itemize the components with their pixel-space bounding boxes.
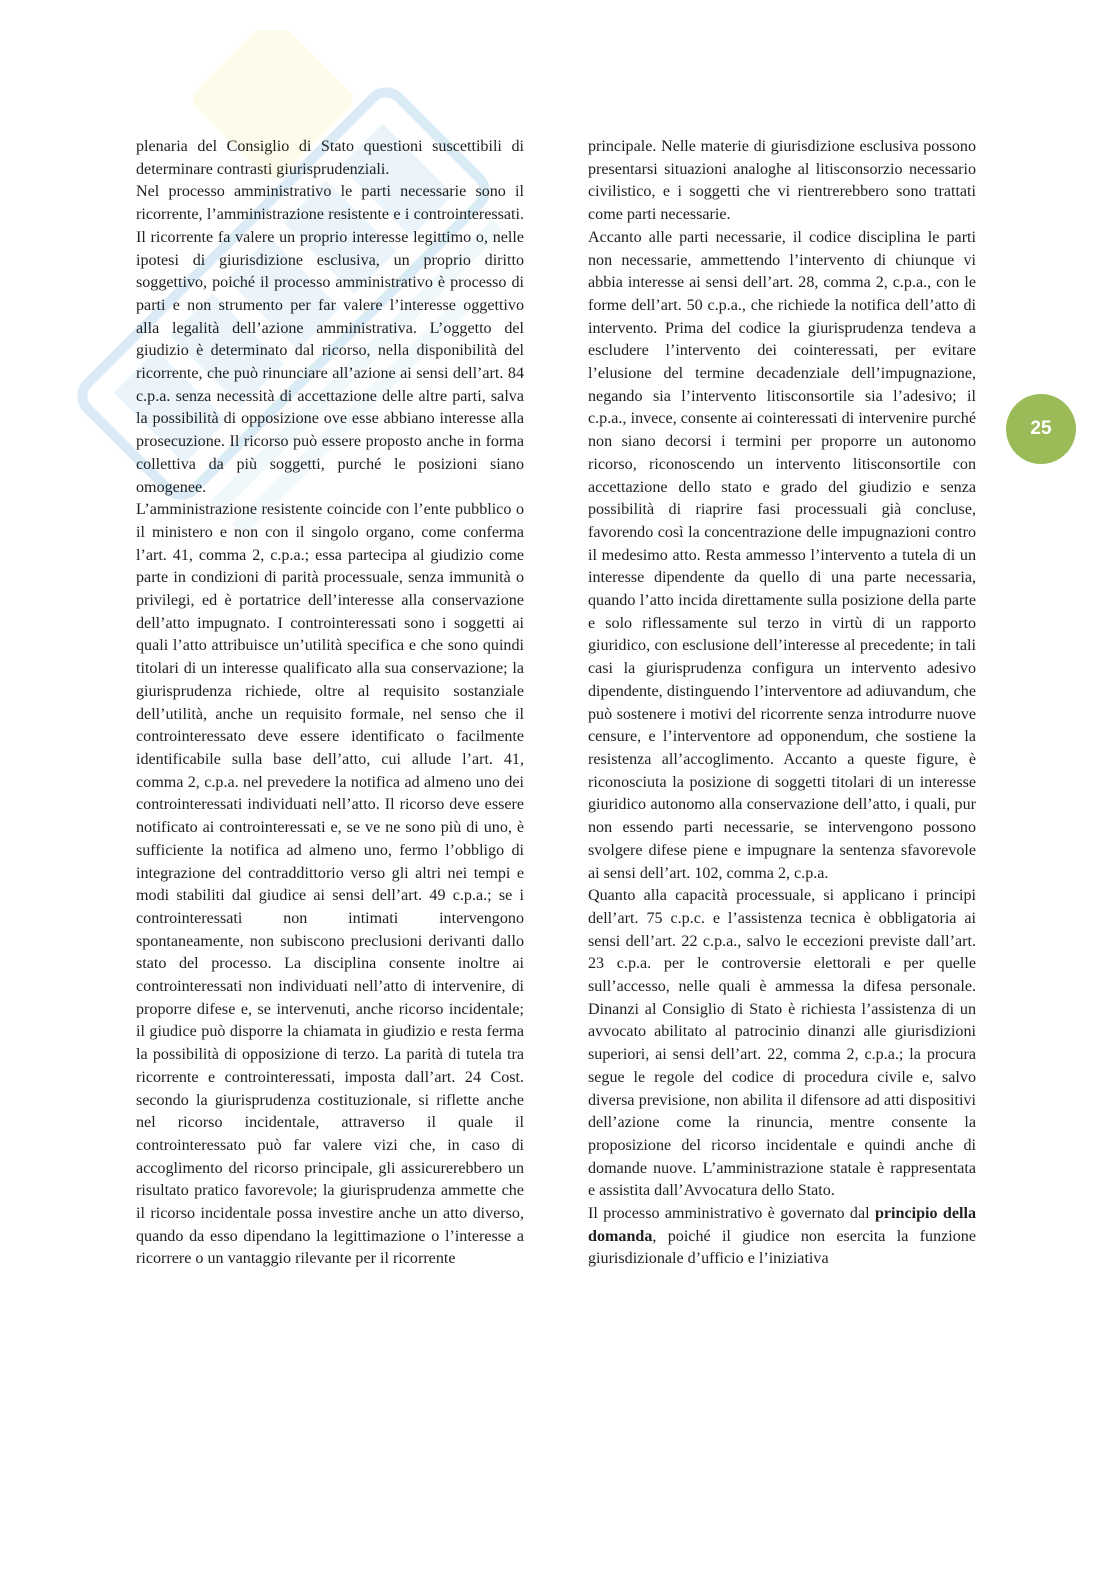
paragraph: Accanto alle parti necessarie, il codice disciplina le parti non necessarie, ammettendo l’intervento di chiunque vi abbia interesse ai sensi dell’art. 28, comma 2, c.p.a., con le forme dell’art. 50 c.p.a., che richiede la notifica dell’atto di intervento. Prima del codice la giurisprudenza tendeva a escludere l’intervento dei cointeressati, per evitare l’elusione del termine decadenziale dell’impugnazione, negando sia l’intervento litisconsortile sia l’adesivo; il c.p.a., invece, consente ai cointeressati di intervenire purché non siano decorsi i termini per proporre un autonomo ricorso, riconoscendo un intervento litisconsortile con accettazione dello stato e grado del giudizio e senza possibilità di riaprire fasi processuali già concluse, favorendo così la concentrazione delle impugnazioni contro il medesimo atto. Resta ammesso l’intervento a tutela di un interesse dipendente da quello di una parte necessaria, quando l’atto incida direttamente sulla posizione della parte e solo riflessamente sul terzo in virtù di un rapporto giuridico, con esclusione dell’interesse al precedente; in tali casi la giurisprudenza configura un intervento adesivo dipendente, distinguendo l’interventore ad adiuvandum, che può sostenere i motivi del ricorrente senza introdurre nuove censure, e l’interventore ad opponendum, che sostiene la resistenza all’accoglimento. Accanto a queste figure, è riconosciuta la posizione di soggetti titolari di un interesse giuridico autonomo alla conservazione dell’atto, i quali, pur non essendo parti necessarie, se intervengono possono svolgere difese piene e impugnare la sentenza sfavorevole ai sensi dell’art. 102, comma 2, c.p.a. <box>588 228 976 882</box>
page-number-badge: 25 <box>1006 394 1076 464</box>
paragraph: L’amministrazione resistente coincide con l’ente pubblico o il ministero e non con il singolo organo, come conferma l’art. 41, comma 2, c.p.a.; essa partecipa al giudizio come parte in condizioni di parità processuale, senza immunità o privilegi, ed è portatrice dell’interesse alla conservazione dell’atto impugnato. I controinteressati sono i soggetti ai quali l’atto attribuisce un’utilità specifica e che sono quindi titolari di un interesse qualificato alla sua conservazione; la giurisprudenza richiede, oltre al requisito sostanziale dell’utilità, anche un requisito formale, nel senso che il controinteressato deve essere identificato o facilmente identificabile sulla base dell’atto, cui allude l’art. 41, comma 2, c.p.a. nel prevedere la notifica ad almeno uno dei controinteressati individuati nell’atto. Il ricorso deve essere notificato ai controinteressati e, se ve ne sono più di uno, è sufficiente la notifica ad almeno uno, fermo l’obbligo di integrazione del contraddittorio verso gli altri nei tempi e modi stabiliti dal giudice ai sensi dell’art. 49 c.p.a.; se i controinteressati non intimati intervengono spontaneamente, non subiscono preclusioni derivanti dallo stato del processo. La disciplina consente inoltre ai controinteressati non individuati nell’atto di intervenire, di proporre difese e, se intervenuti, anche ricorso incidentale; il giudice può disporre la chiamata in giudizio e resta ferma la possibilità di opposizione di terzo. La parità di tutela tra ricorrente e controinteressati, imposta dall’art. 24 Cost. secondo la giurisprudenza costituzionale, si riflette anche nel ricorso incidentale, attraverso il quale il controinteressato può far valere vizi che, in caso di accoglimento del ricorso principale, gli assicurerebbero un risultato pratico favorevole; la giurisprudenza ammette che il ricorso incidentale possa investire anche un atto diverso, quando da esso dipendano la legittimazione o l’interesse a ricorrere o un vantaggio rilevante per il ricorrente <box>136 501 524 1268</box>
text-run: , poiché il giudice non esercita la funzione giurisdizionale d’ufficio e l’iniziativa <box>588 1227 976 1268</box>
paragraph: Quanto alla capacità processuale, si applicano i principi dell’art. 75 c.p.c. e l’assistenza tecnica è obbligatoria ai sensi dell’art. 22 c.p.a., salvo le eccezioni previste dall’art. 23 c.p.a. per le controversie elettorali e per quelle sull’accesso, nelle quali è ammessa la difesa personale. Dinanzi al Consiglio di Stato è richiesta l’assistenza di un avvocato abilitato al patrocinio dinanzi alle giurisdizioni superiori, ai sensi dell’art. 22, comma 2, c.p.a.; la procura segue le regole del codice di procedura civile e, salvo diversa previsione, non abilita il difensore ad atti dispositivi dell’azione come la rinuncia, mentre consente la proposizione del ricorso incidentale e quindi anche di domande nuove. L’amministrazione statale è rappresentata e assistita dall’Avvocatura dello Stato. <box>588 887 976 1200</box>
text-run: Il processo amministrativo è governato dal <box>588 1205 875 1223</box>
paragraph: plenaria del Consiglio di Stato questioni suscettibili di determinare contrasti giurisprudenziali. <box>136 138 524 178</box>
paragraph <box>588 1203 976 1271</box>
paragraph: Nel processo amministrativo le parti necessarie sono il ricorrente, l’amministrazione resistente e i controinteressati. Il ricorrente fa valere un proprio interesse legittimo o, nelle ipotesi di giurisdizione esclusiva, un proprio diritto soggettivo, poiché il processo amministrativo è processo di parti e non strumento per far valere l’interesse oggettivo alla legalità dell’azione amministrativa. L’oggetto del giudizio è determinato dal ricorso, nella disponibilità del ricorrente, che può rinunciare all’azione ai sensi dell’art. 84 c.p.a. senza necessità di accettazione delle altre parti, salva la possibilità di opposizione ove esse abbiano interesse alla prosecuzione. Il ricorso può essere proposto anche in forma collettiva da più soggetti, purché le posizioni siano omogenee. <box>136 183 524 496</box>
left-column <box>136 136 524 1271</box>
bold-term: principio della domanda <box>588 1205 976 1245</box>
paragraph: principale. Nelle materie di giurisdizione esclusiva possono presentarsi situazioni analoghe al litisconsorzio necessario civilistico, e i soggetti che vi rientrerebbero sono trattati come parti necessarie. <box>588 138 976 224</box>
right-column <box>588 136 976 1271</box>
